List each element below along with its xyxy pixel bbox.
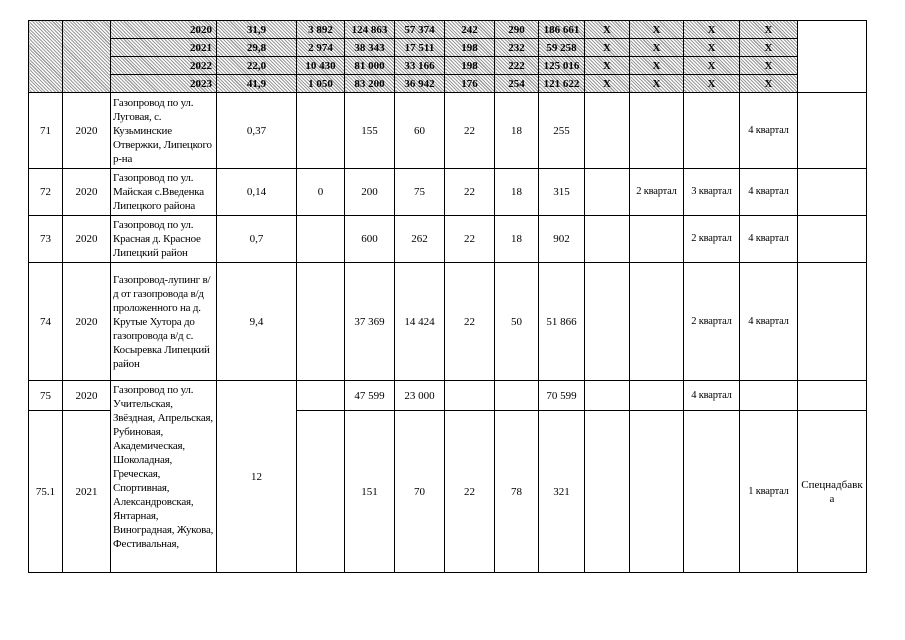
x-cell: Х <box>740 21 798 39</box>
summary-row-2022 <box>29 57 867 75</box>
value-cell: 14 424 <box>395 263 445 381</box>
quarter-cell <box>630 216 684 263</box>
table-row <box>29 169 867 216</box>
length-cell: 0,37 <box>217 93 297 169</box>
length-cell: 0,7 <box>217 216 297 263</box>
quarter-cell <box>684 411 740 573</box>
length-cell: 41,9 <box>217 75 297 93</box>
value-cell <box>297 411 345 573</box>
total-cell: 51 866 <box>539 263 585 381</box>
quarter-cell <box>585 263 630 381</box>
value-cell: 57 374 <box>395 21 445 39</box>
note-cell <box>798 381 867 411</box>
quarter-cell: 2 квартал <box>684 216 740 263</box>
value-cell: 124 863 <box>345 21 395 39</box>
note-cell <box>798 21 867 93</box>
year-cell: 2020 <box>63 381 111 411</box>
value-cell: 2 974 <box>297 39 345 57</box>
row-number: 73 <box>29 216 63 263</box>
year-cell: 2020 <box>63 169 111 216</box>
year-cell: 2020 <box>63 263 111 381</box>
length-cell: 9,4 <box>217 263 297 381</box>
table-row <box>29 381 867 411</box>
total-cell: 186 661 <box>539 21 585 39</box>
value-cell: 254 <box>495 75 539 93</box>
value-cell: 23 000 <box>395 381 445 411</box>
value-cell <box>495 381 539 411</box>
value-cell: 18 <box>495 93 539 169</box>
value-cell: 200 <box>345 169 395 216</box>
value-cell: 600 <box>345 216 395 263</box>
value-cell: 18 <box>495 216 539 263</box>
quarter-cell: 2 квартал <box>684 263 740 381</box>
quarter-cell <box>630 263 684 381</box>
value-cell: 22 <box>445 169 495 216</box>
object-name: Газопровод по ул. Луговая, с. Кузьминские Отвержки, Липецкого р-на <box>111 93 217 169</box>
note-cell <box>798 93 867 169</box>
total-cell: 255 <box>539 93 585 169</box>
x-cell: Х <box>740 57 798 75</box>
total-cell: 121 622 <box>539 75 585 93</box>
value-cell: 1 050 <box>297 75 345 93</box>
x-cell: Х <box>684 39 740 57</box>
value-cell: 47 599 <box>345 381 395 411</box>
value-cell: 33 166 <box>395 57 445 75</box>
length-cell: 0,14 <box>217 169 297 216</box>
total-cell: 70 599 <box>539 381 585 411</box>
value-cell: 198 <box>445 39 495 57</box>
quarter-cell: 1 квартал <box>740 411 798 573</box>
table-row <box>29 263 867 381</box>
value-cell: 242 <box>445 21 495 39</box>
length-cell: 31,9 <box>217 21 297 39</box>
length-cell: 29,8 <box>217 39 297 57</box>
gas-pipeline-table <box>28 20 867 573</box>
row-number: 74 <box>29 263 63 381</box>
quarter-cell <box>740 381 798 411</box>
x-cell: Х <box>740 39 798 57</box>
x-cell: Х <box>630 39 684 57</box>
value-cell: 3 892 <box>297 21 345 39</box>
year-cell: 2020 <box>63 93 111 169</box>
year-cell: 2021 <box>63 411 111 573</box>
quarter-cell: 3 квартал <box>684 169 740 216</box>
quarter-cell: 4 квартал <box>740 169 798 216</box>
quarter-cell: 4 квартал <box>740 93 798 169</box>
value-cell: 0 <box>297 169 345 216</box>
year-cell: 2021 <box>111 39 217 57</box>
year-cell: 2020 <box>63 216 111 263</box>
x-cell: Х <box>585 57 630 75</box>
value-cell: 36 942 <box>395 75 445 93</box>
value-cell: 18 <box>495 169 539 216</box>
total-cell: 125 016 <box>539 57 585 75</box>
value-cell: 262 <box>395 216 445 263</box>
year-cell: 2023 <box>111 75 217 93</box>
hatched-cell <box>63 21 111 93</box>
x-cell: Х <box>684 21 740 39</box>
value-cell: 60 <box>395 93 445 169</box>
x-cell: Х <box>630 57 684 75</box>
year-cell: 2020 <box>111 21 217 39</box>
quarter-cell: 4 квартал <box>740 216 798 263</box>
value-cell <box>297 381 345 411</box>
value-cell <box>297 263 345 381</box>
quarter-cell <box>630 411 684 573</box>
summary-row-2020 <box>29 21 867 39</box>
total-cell: 321 <box>539 411 585 573</box>
table-row <box>29 216 867 263</box>
value-cell: 22 <box>445 411 495 573</box>
value-cell: 75 <box>395 169 445 216</box>
total-cell: 902 <box>539 216 585 263</box>
hatched-cell <box>29 21 63 93</box>
total-cell: 315 <box>539 169 585 216</box>
row-number: 71 <box>29 93 63 169</box>
note-cell <box>798 263 867 381</box>
row-number: 75 <box>29 381 63 411</box>
summary-row-2021 <box>29 39 867 57</box>
quarter-cell <box>630 381 684 411</box>
quarter-cell <box>684 93 740 169</box>
value-cell: 38 343 <box>345 39 395 57</box>
row-number: 72 <box>29 169 63 216</box>
value-cell: 70 <box>395 411 445 573</box>
note-cell: Спецнадбавка <box>798 411 867 573</box>
row-number: 75.1 <box>29 411 63 573</box>
value-cell: 50 <box>495 263 539 381</box>
total-cell: 59 258 <box>539 39 585 57</box>
quarter-cell: 2 квартал <box>630 169 684 216</box>
value-cell: 22 <box>445 263 495 381</box>
quarter-cell: 4 квартал <box>684 381 740 411</box>
x-cell: Х <box>630 75 684 93</box>
table-row <box>29 93 867 169</box>
value-cell: 83 200 <box>345 75 395 93</box>
value-cell <box>297 216 345 263</box>
quarter-cell <box>585 381 630 411</box>
quarter-cell <box>585 411 630 573</box>
value-cell: 22 <box>445 216 495 263</box>
value-cell: 198 <box>445 57 495 75</box>
x-cell: Х <box>740 75 798 93</box>
x-cell: Х <box>585 39 630 57</box>
x-cell: Х <box>684 57 740 75</box>
object-name: Газопровод по ул. Красная д. Красное Липецкий район <box>111 216 217 263</box>
x-cell: Х <box>585 75 630 93</box>
value-cell: 151 <box>345 411 395 573</box>
value-cell: 10 430 <box>297 57 345 75</box>
value-cell: 232 <box>495 39 539 57</box>
value-cell: 81 000 <box>345 57 395 75</box>
value-cell: 78 <box>495 411 539 573</box>
x-cell: Х <box>630 21 684 39</box>
summary-row-2023 <box>29 75 867 93</box>
value-cell <box>297 93 345 169</box>
value-cell: 22 <box>445 93 495 169</box>
year-cell: 2022 <box>111 57 217 75</box>
quarter-cell <box>585 93 630 169</box>
value-cell: 176 <box>445 75 495 93</box>
length-cell: 22,0 <box>217 57 297 75</box>
value-cell: 290 <box>495 21 539 39</box>
quarter-cell <box>585 169 630 216</box>
length-cell: 12 <box>217 381 297 573</box>
object-name: Газопровод по ул. Майская с.Введенка Липецкого района <box>111 169 217 216</box>
quarter-cell <box>630 93 684 169</box>
value-cell: 155 <box>345 93 395 169</box>
object-name: Газопровод по ул. Учительская, Звёздная, Апрельская, Рубиновая, Академическая, Шоколадная, Греческая, Спортивная, Александровская, Янтарная, Виноградная, Жукова, Фестивальная, <box>111 381 217 573</box>
note-cell <box>798 216 867 263</box>
x-cell: Х <box>684 75 740 93</box>
note-cell <box>798 169 867 216</box>
quarter-cell <box>585 216 630 263</box>
quarter-cell: 4 квартал <box>740 263 798 381</box>
value-cell <box>445 381 495 411</box>
value-cell: 17 511 <box>395 39 445 57</box>
value-cell: 222 <box>495 57 539 75</box>
x-cell: Х <box>585 21 630 39</box>
object-name: Газопровод-лупинг в/д от газопровода в/д проложенного на д. Крутые Хутора до газопровода в/д с. Косыревка Липецкий район <box>111 263 217 381</box>
value-cell: 37 369 <box>345 263 395 381</box>
